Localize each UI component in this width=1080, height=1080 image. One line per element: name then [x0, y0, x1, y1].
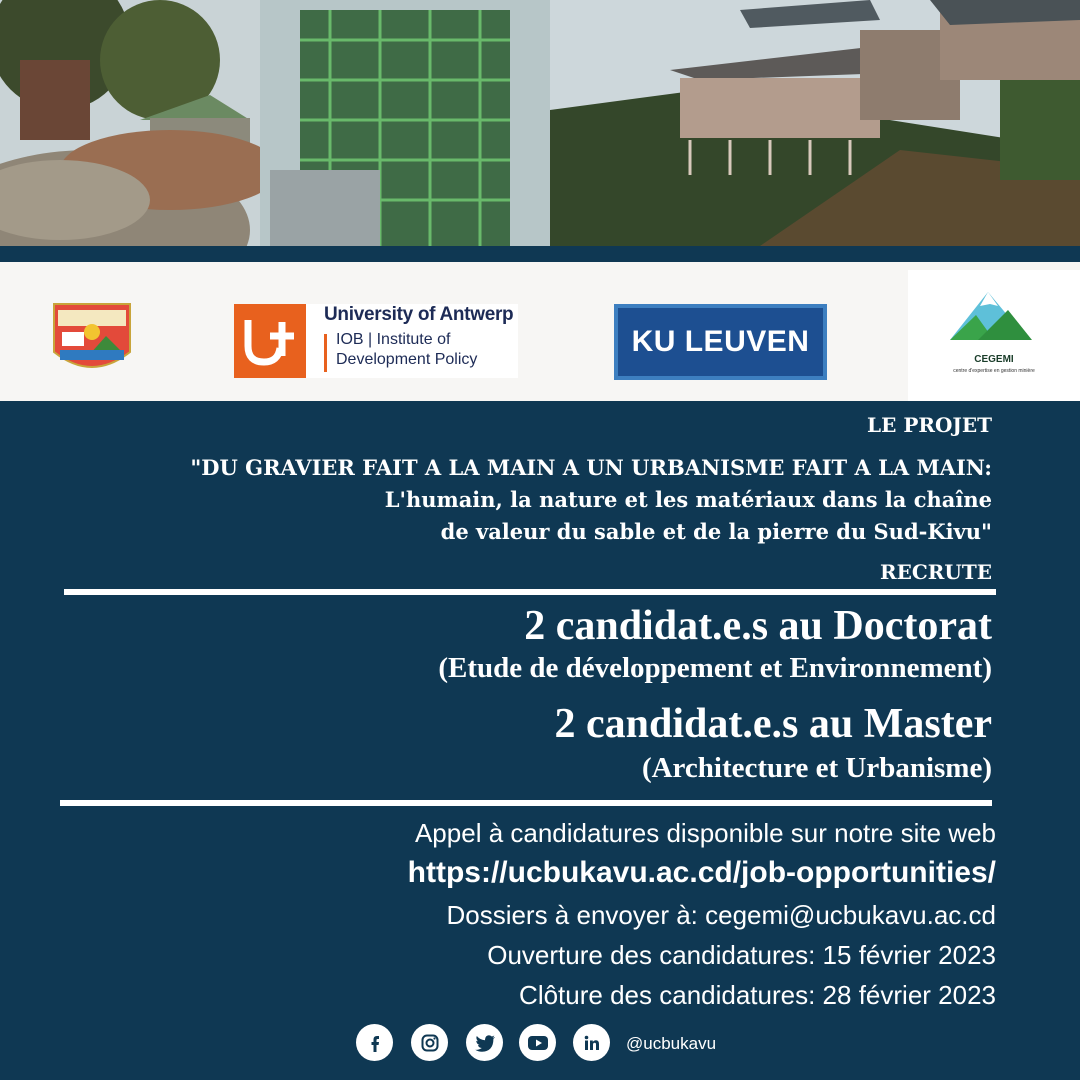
project-title-line-3: de valeur du sable et de la pierre du Sud-Kivu"	[440, 519, 992, 544]
twitter-icon[interactable]	[466, 1024, 503, 1061]
facebook-icon[interactable]	[356, 1024, 393, 1061]
iob-line-2: Development Policy	[336, 351, 478, 368]
ku-leuven-logo	[614, 304, 827, 380]
job-opportunities-link[interactable]: https://ucbukavu.ac.cd/job-opportunities/	[407, 856, 996, 889]
partner-logos-band	[0, 262, 1080, 401]
mountain-icon	[908, 270, 1080, 354]
appel-text: Appel à candidatures disponible sur notre site web	[414, 818, 996, 848]
recrute-label: RECRUTE	[880, 560, 992, 584]
doctorat-heading: 2 candidat.e.s au Doctorat	[524, 603, 992, 649]
dossiers-email: Dossiers à envoyer à: cegemi@ucbukavu.ac.cd	[446, 900, 996, 930]
linkedin-icon[interactable]	[573, 1024, 610, 1061]
master-field: (Architecture et Urbanisme)	[641, 752, 992, 784]
project-label: LE PROJET	[867, 413, 992, 437]
header-photo-banner	[0, 0, 1080, 246]
ouverture-date: Ouverture des candidatures: 15 février 2023	[487, 940, 996, 970]
youtube-icon[interactable]	[519, 1024, 556, 1061]
divider-bottom	[60, 800, 992, 806]
master-heading: 2 candidat.e.s au Master	[554, 701, 992, 747]
instagram-icon[interactable]	[411, 1024, 448, 1061]
antwerp-mark-icon	[234, 304, 306, 378]
ku-leuven-name: KU LEUVEN	[631, 325, 810, 358]
divider-top	[64, 589, 996, 595]
antwerp-divider	[324, 334, 327, 372]
construction-photo-collage	[0, 0, 1080, 246]
university-of-antwerp-logo	[234, 304, 518, 378]
project-title-line-1: "DU GRAVIER FAIT A LA MAIN A UN URBANISME FAIT A LA MAIN:	[190, 455, 992, 480]
social-handle: @ucbukavu	[626, 1034, 717, 1053]
ucb-crest-logo	[50, 302, 134, 378]
doctorat-field: (Etude de développement et Environnement)	[438, 652, 992, 684]
project-title-line-2: L'humain, la nature et les matériaux dans la chaîne	[384, 487, 992, 512]
cegemi-logo	[908, 270, 1080, 401]
iob-line-1: IOB | Institute of	[336, 331, 451, 348]
cegemi-name: CEGEMI	[974, 354, 1014, 365]
cegemi-subtitle: centre d'expertise en gestion minière	[953, 368, 1035, 374]
antwerp-name: University of Antwerp	[324, 304, 514, 325]
cloture-date: Clôture des candidatures: 28 février 2023	[519, 980, 996, 1010]
banner-divider	[0, 246, 1080, 262]
